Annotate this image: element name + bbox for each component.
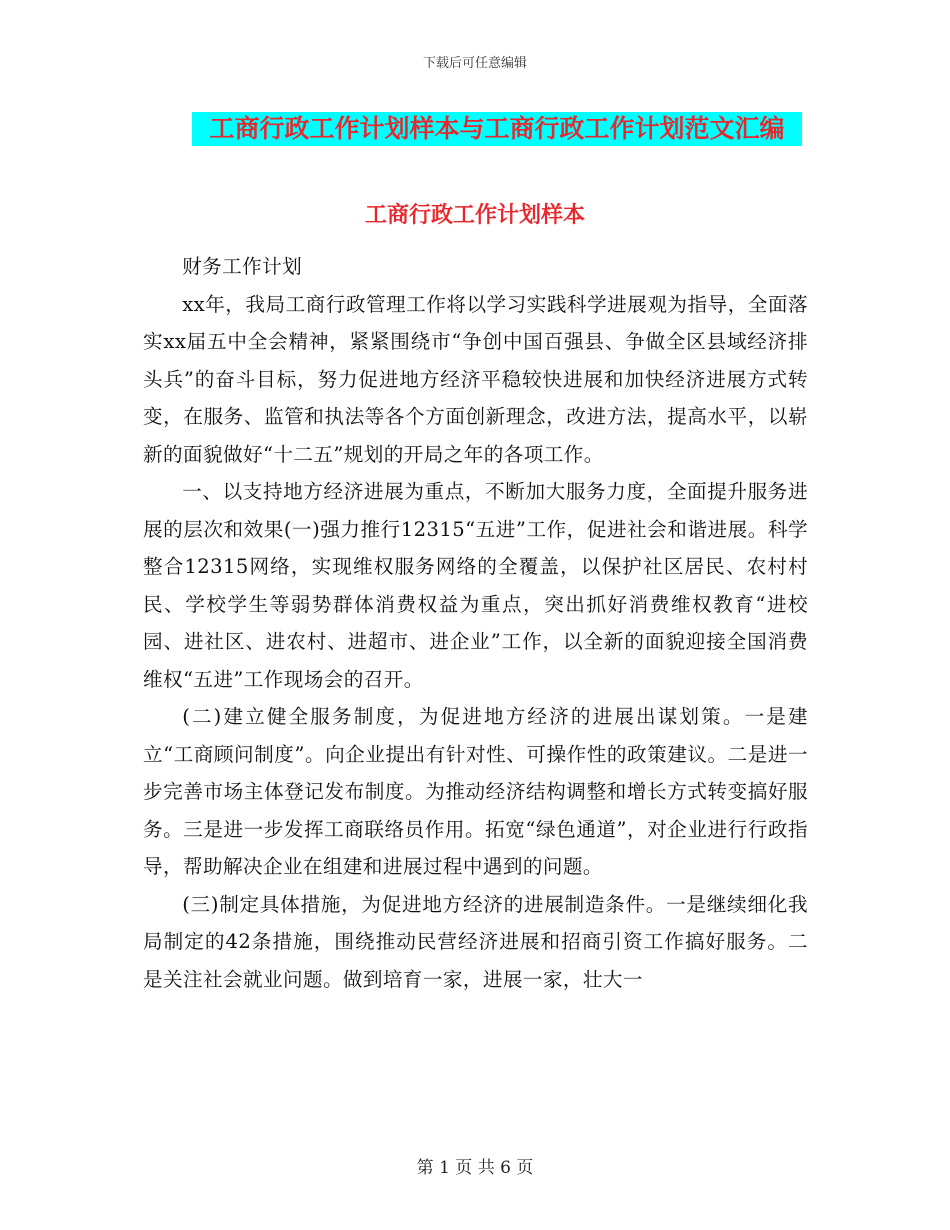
paragraph: 一、以支持地方经济进展为重点，不断加大服务力度，全面提升服务进展的层次和效果(一)强力推行12315“五进”工作，促进社会和谐进展。科学整合12315网络，实现维权服务网络的全覆盖，以保护社区居民、农村村民、学校学生等弱势群体消费权益为重点，突出抓好消费维权教育“进校园、进社区、进农村、进超市、进企业”工作，以全新的面貌迎接全国消费维权“五进”工作现场会的召开。 [143, 480, 808, 691]
section-title: 工商行政工作计划样本 [364, 202, 585, 228]
page-header-note: 下载后可任意编辑 [422, 56, 527, 71]
main-title: 工商行政工作计划样本与工商行政工作计划范文汇编 [209, 114, 785, 143]
paragraph: xx年，我局工商行政管理工作将以学习实践科学进展观为指导，全面落实xx届五中全会精神，紧紧围绕市“争创中国百强县、争做全区县域经济排头兵”的奋斗目标，努力促进地方经济平稳较快进展和加快经济进展方式转变，在服务、监管和执法等各个方面创新理念，改进方法，提高水平，以崭新的面貌做好“十二五”规划的开局之年的各项工作。 [143, 292, 808, 466]
paragraph: (三)制定具体措施，为促进地方经济的进展制造条件。一是继续细化我局制定的42条措施，围绕推动民营经济进展和招商引资工作搞好服务。二是关注社会就业问题。做到培育一家，进展一家，壮大一 [143, 892, 808, 991]
main-title-highlight [192, 112, 802, 146]
page-number: 第 1 页 共 6 页 [416, 1158, 534, 1178]
paragraph: (二)建立健全服务制度，为促进地方经济的进展出谋划策。一是建立“工商顾问制度”。向企业提出有针对性、可操作性的政策建议。二是进一步完善市场主体登记发布制度。为推动经济结构调整和增长方式转变搞好服务。三是进一步发挥工商联络员作用。拓宽“绿色通道”，对企业进行行政指导，帮助解决企业在组建和进展过程中遇到的问题。 [143, 705, 808, 878]
document-body [143, 248, 808, 998]
paragraph-heading: 财务工作计划 [182, 255, 303, 278]
